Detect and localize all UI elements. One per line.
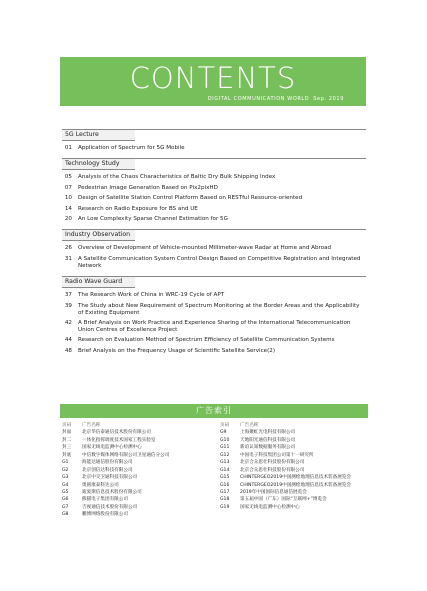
item-page-number: 37 xyxy=(64,292,72,299)
ad-index-row xyxy=(220,445,370,452)
table-of-contents xyxy=(62,129,366,361)
section-title: Industry Observation xyxy=(62,229,135,241)
ad-page-code: G15 xyxy=(220,475,230,481)
advertiser-name: 国家无线电监测中心检测中心 xyxy=(240,504,300,510)
item-title: Pedestrian Image Generation Based on Pix2pixHD xyxy=(78,184,218,191)
advertiser-name: CHINTERGEO2019中国测绘地理信息技术装备展览会 xyxy=(240,475,352,481)
item-page-number: 07 xyxy=(64,184,72,191)
ad-code-header: 页码 xyxy=(220,423,230,428)
ad-name-header: 广告名称 xyxy=(240,423,259,428)
ad-page-code: G14 xyxy=(220,467,230,473)
ad-page-code: G3 xyxy=(62,475,69,481)
contents-section xyxy=(62,229,366,276)
ad-index-row xyxy=(62,497,212,504)
ad-page-code: G11 xyxy=(220,445,230,451)
contents-item xyxy=(62,320,366,334)
section-rule xyxy=(135,158,366,159)
section-title: Technology Study xyxy=(62,158,135,170)
contents-item xyxy=(62,185,366,192)
contents-item xyxy=(62,206,366,213)
item-page-number: 39 xyxy=(64,302,72,309)
contents-item xyxy=(62,174,366,181)
advertiser-name: 一体化指挥调度技术国家工程实验室 xyxy=(82,437,156,443)
contents-item xyxy=(62,256,366,270)
item-page-number: 10 xyxy=(64,195,72,202)
advertiser-name: 北京华信泰通信技术股份有限公司 xyxy=(82,430,151,436)
advertiser-name: 北京合众思壮科技股份有限公司 xyxy=(240,460,305,466)
ad-page-code: G4 xyxy=(62,482,69,488)
ad-index-row xyxy=(62,445,212,452)
item-title: Brief Analysis on the Frequency Usage of Scientific Satellite Service(2) xyxy=(78,347,276,354)
ad-page-code: G7 xyxy=(62,504,69,510)
contents-item xyxy=(62,292,366,299)
ad-page-code: G17 xyxy=(220,489,230,495)
advertiser-name: 奥圆康泰科达公司 xyxy=(82,482,119,488)
ad-page-code: G10 xyxy=(220,437,230,443)
ad-index-row xyxy=(62,468,212,475)
banner-subtitle xyxy=(204,96,344,103)
contents-item xyxy=(62,303,366,317)
contents-item xyxy=(62,348,366,355)
ad-index-row xyxy=(220,505,370,512)
section-rule xyxy=(135,276,366,277)
item-title: Analysis of the Chaos Characteristics of Baltic Dry Bulk Shipping Index xyxy=(78,174,276,181)
publication-name: DIGITAL COMMUNICATION WORLD xyxy=(207,96,310,102)
item-page-number: 44 xyxy=(64,337,72,344)
contents-item xyxy=(62,337,366,344)
ad-page-code: G16 xyxy=(220,482,230,488)
section-rule xyxy=(135,229,366,230)
advertiser-name: 吉视通信技术股份有限公司 xyxy=(82,504,138,510)
ad-index-row xyxy=(220,430,370,437)
advertiser-name: 上海聚虹光电科技有限公司 xyxy=(240,430,296,436)
advertiser-name: 迪爱斯信息技术股份有限公司 xyxy=(82,489,142,495)
item-page-number: 05 xyxy=(64,174,72,181)
section-rule xyxy=(135,129,366,130)
item-title: An Low Complexity Sparse Channel Estimation for 5G xyxy=(78,215,228,222)
item-title: Overview of Development of Vehicle-mounted Millimeter-wave Radar at Home and Abroad xyxy=(78,245,332,252)
ad-code-header: 页码 xyxy=(62,423,72,428)
contents-section xyxy=(62,276,366,361)
contents-banner xyxy=(60,57,366,106)
contents-item xyxy=(62,245,366,252)
ad-page-code: 封面 xyxy=(62,430,72,436)
ad-page-code: G9 xyxy=(220,430,227,436)
ad-name-header: 广告名称 xyxy=(82,423,101,428)
item-title: Research on Evaluation Method of Spectrum Efficiency of Satellite Communication Systems xyxy=(78,337,335,344)
ad-index-row xyxy=(62,430,212,437)
advertiser-name: 北京中交卫通科技有限公司 xyxy=(82,475,138,481)
ad-page-code: G19 xyxy=(220,504,230,510)
item-page-number: 26 xyxy=(64,245,72,252)
ad-index-header: 广告索引 xyxy=(60,404,368,418)
ad-index-row xyxy=(62,460,212,467)
contents-section xyxy=(62,129,366,158)
ad-page-code: 封三 xyxy=(62,445,72,451)
advertiser-name: 北京创信达科技有限公司 xyxy=(82,467,133,473)
ad-index-row xyxy=(220,475,370,482)
ad-index-row xyxy=(62,475,212,482)
item-title: A Satellite Communication System Control Design Based on Competitive Registration and Integrated Network xyxy=(78,255,361,269)
ad-index-row xyxy=(220,468,370,475)
advertiser-name: 新谊认知数据服务有限公司 xyxy=(240,445,296,451)
ad-index-row xyxy=(62,483,212,490)
advertiser-name: 第五届中国（广东）国际“互联网+”博览会 xyxy=(240,497,327,503)
ad-index-row xyxy=(220,497,370,504)
contents-item xyxy=(62,216,366,223)
item-title: The Research Work of China in WRC-19 Cycle of APT xyxy=(78,292,225,299)
ad-page-code: G12 xyxy=(220,452,230,458)
ad-page-code: 封二 xyxy=(62,437,72,443)
ad-page-code: 封底 xyxy=(62,452,72,458)
section-title: Radio Wave Guard xyxy=(62,276,135,288)
ad-page-code: G1 xyxy=(62,460,69,466)
issue-date: Sep. 2019 xyxy=(313,96,344,102)
ad-index-row xyxy=(220,483,370,490)
advertiser-name: 中国电子科技集团公司第十一研究所 xyxy=(240,452,314,458)
ad-index-row xyxy=(62,512,212,519)
ad-index-row xyxy=(220,460,370,467)
advertiser-name: 中信数字媒体网络有限公司卫星通信分公司 xyxy=(82,452,170,458)
advertiser-name: 2019年中国国际信息通信展览会 xyxy=(240,489,307,495)
contents-item xyxy=(62,195,366,202)
ad-page-code: G18 xyxy=(220,497,230,503)
item-page-number: 48 xyxy=(64,347,72,354)
ad-page-code: G5 xyxy=(62,489,69,495)
ad-index-right-column xyxy=(220,423,370,512)
page-title: CONTENTS xyxy=(129,61,297,95)
advertiser-name: 熊猫电子集团有限公司 xyxy=(82,497,128,503)
advertiser-name: 国家无线电监测中心检测中心 xyxy=(82,445,142,451)
advertiser-name: 北京合众思壮科技股份有限公司 xyxy=(240,467,305,473)
item-page-number: 20 xyxy=(64,215,72,222)
item-title: A Brief Analysis on Work Practice and Experience Sharing of the International Telecommunication Union Centres of Excellence Project xyxy=(78,319,351,333)
item-title: Research on Radio Exposure for BS and UE xyxy=(78,205,198,212)
contents-item xyxy=(62,145,366,152)
section-title: 5G Lecture xyxy=(62,129,135,141)
advertiser-name: 鹏博网络股份有限公司 xyxy=(82,512,128,518)
advertiser-name: CHINTERGEO2019中国测绘地理信息技术装备展览会 xyxy=(240,482,352,488)
contents-section xyxy=(62,158,366,229)
item-title: The Study about New Requirement of Spectrum Monitoring at the Border Areas and the Applicability of Existing Equipment xyxy=(78,302,360,316)
item-page-number: 14 xyxy=(64,205,72,212)
ad-page-code: G8 xyxy=(62,512,69,518)
ad-page-code: G6 xyxy=(62,497,69,503)
ad-page-code: G2 xyxy=(62,467,69,473)
item-page-number: 31 xyxy=(64,255,72,262)
item-title: Design of Satellite Station Control Platform Based on RESTful Resource-oriented xyxy=(78,195,303,202)
advertiser-name: 天地阳光通信科技有限公司 xyxy=(240,437,296,443)
advertiser-name: 海能达通信股份有限公司 xyxy=(82,460,133,466)
item-page-number: 42 xyxy=(64,319,72,326)
item-page-number: 01 xyxy=(64,145,72,151)
item-title: Application of Spectrum for 5G Mobile xyxy=(78,145,185,151)
ad-index-left-column xyxy=(62,423,212,520)
ad-page-code: G13 xyxy=(220,460,230,466)
